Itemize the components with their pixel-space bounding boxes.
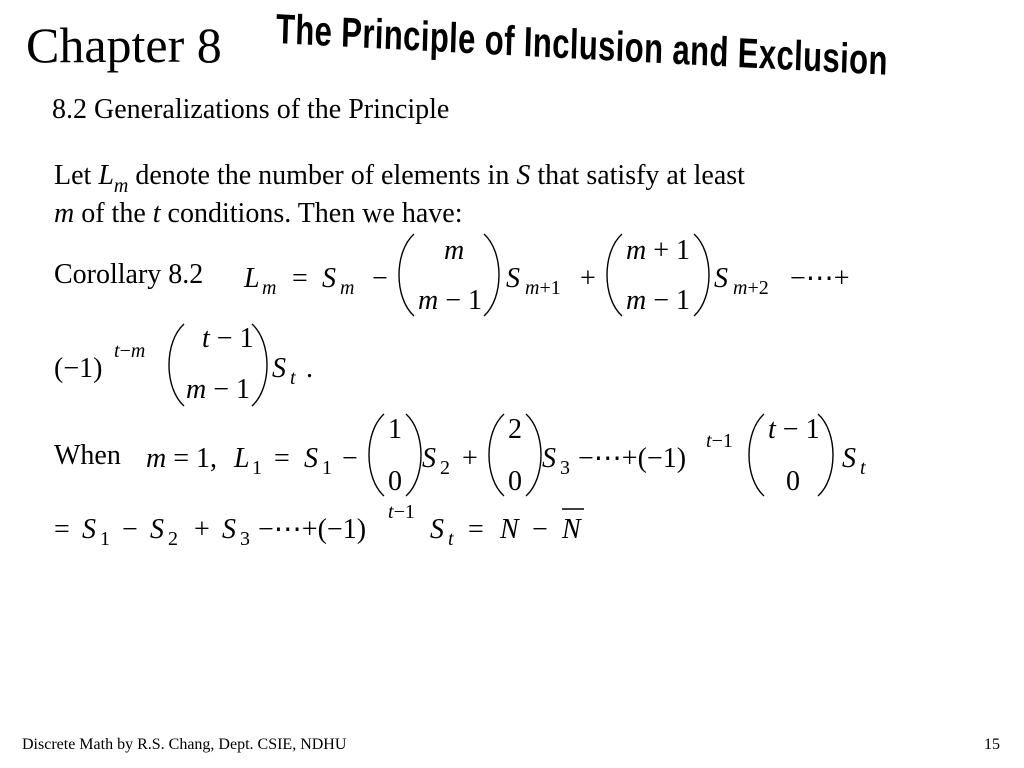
- binomial-bottom: m − 1: [626, 285, 691, 316]
- chapter-heading: Chapter 8: [26, 17, 222, 73]
- S-symbol: S: [430, 514, 444, 545]
- S-subscript-3: 3: [240, 528, 250, 550]
- intro-t-symbol: t: [152, 198, 161, 229]
- equals-sign: =: [468, 514, 484, 545]
- binomial-left-paren: [369, 414, 384, 496]
- L-symbol: L: [234, 443, 250, 474]
- binomial-left-paren: [489, 414, 504, 496]
- section-heading: 8.2 Generalizations of the Principle: [52, 94, 450, 125]
- exponent: t−m: [114, 340, 146, 362]
- L-subscript-1: 1: [252, 457, 262, 479]
- S-subscript-2: 2: [168, 528, 178, 550]
- corollary-continuation: [54, 323, 313, 406]
- binomial-left-paren: [399, 234, 414, 316]
- binomial-bottom: 0: [786, 466, 800, 497]
- plus-sign: +: [462, 443, 478, 474]
- equals-sign: =: [292, 263, 308, 294]
- L-subscript-m: m: [262, 277, 277, 299]
- exponent: t−1: [388, 501, 415, 523]
- binomial-right-paren: [694, 234, 709, 316]
- ellipsis-term: −⋯+(−1): [578, 443, 687, 474]
- footer-credit: Discrete Math by R.S. Chang, Dept. CSIE, NDHU: [22, 736, 347, 753]
- S-subscript-2: 2: [440, 457, 450, 479]
- binomial-left-paren: [749, 414, 764, 496]
- minus-sign: −: [372, 263, 388, 294]
- S-symbol: S: [714, 263, 728, 294]
- intro-L-subscript: m: [113, 175, 129, 197]
- S-subscript-1: 1: [322, 457, 332, 479]
- page-number: 15: [984, 736, 1000, 753]
- S-subscript-t: t: [860, 457, 866, 479]
- binomial-top: m: [444, 235, 465, 266]
- corollary-formula: [243, 234, 850, 316]
- m-equals-one: m = 1,: [146, 443, 218, 474]
- when-label: When: [54, 440, 121, 471]
- binomial-bottom: m − 1: [186, 374, 251, 405]
- binomial-left-paren: [607, 234, 622, 316]
- intro-text-4: conditions. Then we have:: [160, 198, 463, 229]
- slide-title: The Principle of Inclusion and Exclusion: [275, 5, 889, 84]
- S-symbol: S: [222, 514, 236, 545]
- S-subscript-m: m: [340, 277, 355, 299]
- S-subscript: m+2: [733, 277, 769, 299]
- intro-let: Let: [54, 160, 92, 191]
- equals-sign: =: [54, 514, 70, 545]
- intro-S-symbol: S: [516, 160, 531, 191]
- intro-m-symbol: m: [54, 198, 75, 229]
- binomial-top: 2: [508, 414, 522, 445]
- binomial-bottom: m − 1: [418, 285, 483, 316]
- period: .: [306, 353, 313, 384]
- ellipsis-term: −⋯+: [790, 263, 850, 294]
- binomial-bottom: 0: [388, 466, 402, 497]
- binomial-top: 1: [388, 414, 402, 445]
- binomial-bottom: 0: [508, 466, 522, 497]
- plus-sign: +: [580, 263, 596, 294]
- S-subscript-1: 1: [100, 528, 110, 550]
- N-symbol: N: [500, 514, 519, 545]
- exponent: t−1: [706, 430, 733, 452]
- minus-sign: −: [342, 443, 358, 474]
- S-symbol: S: [82, 514, 96, 545]
- S-subscript-t: t: [290, 367, 296, 389]
- binomial-right-paren: [484, 234, 499, 316]
- minus-sign: −: [122, 514, 138, 545]
- intro-text-2: that satisfy at least: [530, 160, 745, 191]
- binomial-left-paren: [169, 324, 184, 406]
- S-symbol: S: [272, 353, 286, 384]
- equals-sign: =: [274, 443, 290, 474]
- S-symbol: S: [506, 263, 520, 294]
- L-symbol: L: [244, 263, 260, 294]
- binomial-right-paren: [526, 414, 541, 496]
- neg-one: (−1): [54, 353, 103, 384]
- binomial-right-paren: [818, 414, 833, 496]
- S-symbol: S: [304, 443, 318, 474]
- final-formula: [54, 501, 584, 550]
- S-symbol: S: [542, 443, 556, 474]
- N-bar-symbol: N: [562, 514, 581, 545]
- S-symbol: S: [422, 443, 436, 474]
- S-symbol: S: [842, 443, 856, 474]
- S-subscript-3: 3: [560, 457, 570, 479]
- binomial-top: t − 1: [768, 414, 820, 445]
- binomial-top: m + 1: [626, 235, 691, 266]
- binomial-right-paren: [252, 324, 267, 406]
- ellipsis-term: −⋯+(−1): [258, 514, 367, 545]
- intro-L-symbol: L: [98, 160, 114, 191]
- intro-text-1: denote the number of elements in: [128, 160, 517, 191]
- S-symbol: S: [322, 263, 336, 294]
- S-subscript: m+1: [525, 277, 561, 299]
- intro-text-3: of the: [74, 198, 153, 229]
- binomial-top: t − 1: [202, 323, 254, 354]
- S-subscript-t: t: [448, 528, 454, 550]
- binomial-right-paren: [406, 414, 421, 496]
- plus-sign: +: [194, 514, 210, 545]
- corollary-label: Corollary 8.2: [54, 259, 204, 290]
- minus-sign: −: [532, 514, 548, 545]
- S-symbol: S: [150, 514, 164, 545]
- when-formula: [146, 414, 866, 497]
